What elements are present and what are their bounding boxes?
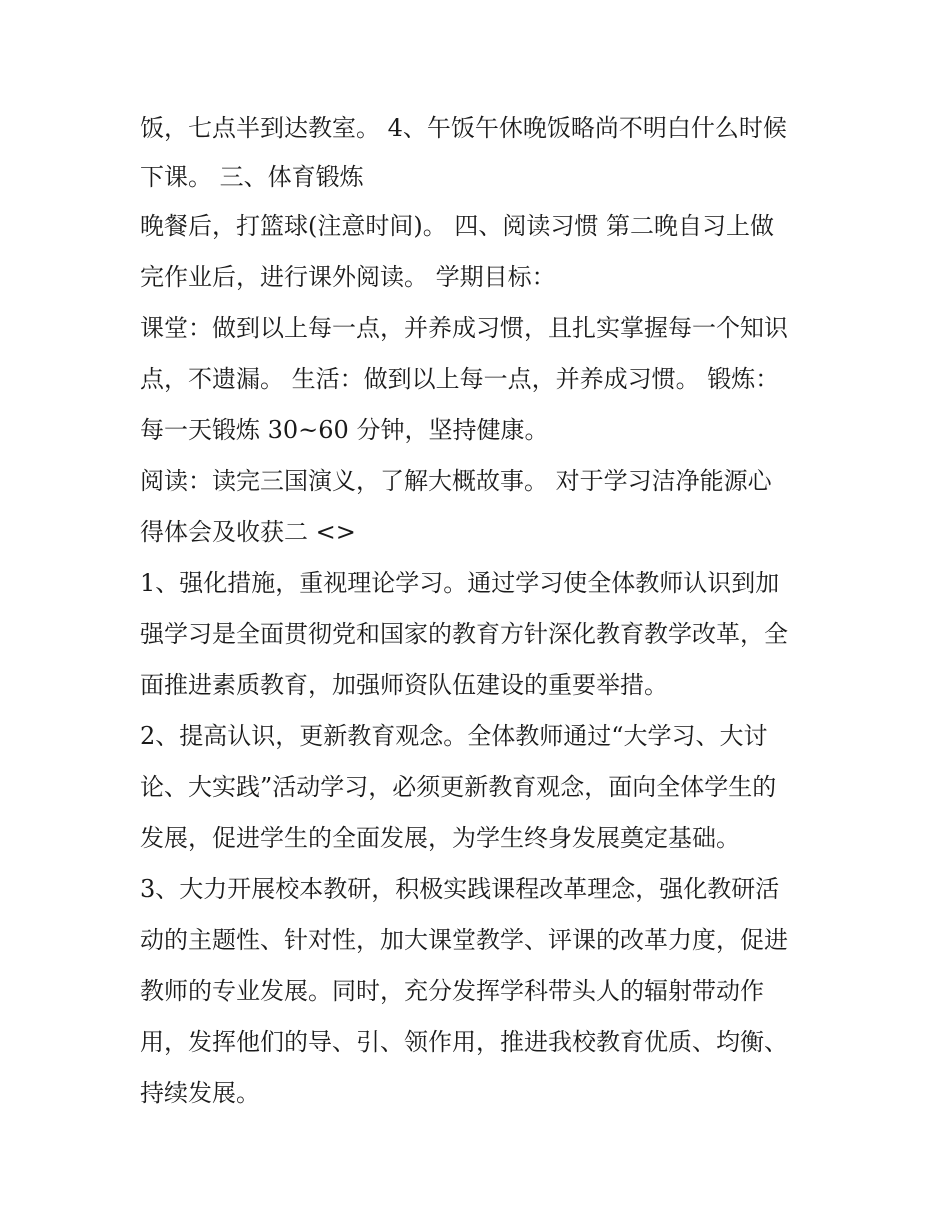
text-line: 强学习是全面贯彻党和国家的教育方针深化教育教学改革，全 xyxy=(140,620,788,648)
text-line: 下课。 三、体育锻炼 xyxy=(140,163,364,191)
document-body xyxy=(140,103,820,1119)
text-line: 完作业后，进行课外阅读。 学期目标： xyxy=(140,263,556,291)
text-line: 动的主题性、针对性，加大课堂教学、评课的改革力度，促进 xyxy=(140,926,788,954)
text-line: 晚餐后，打篮球(注意时间)。 四、阅读习惯 第二晚自习上做 xyxy=(140,212,774,240)
text-line: 1、强化措施，重视理论学习。通过学习使全体教师认识到加 xyxy=(140,569,780,597)
text-line: 教师的专业发展。同时，充分发挥学科带头人的辐射带动作 xyxy=(140,977,764,1005)
text-line: 发展，促进学生的全面发展，为学生终身发展奠定基础。 xyxy=(140,824,740,852)
text-line: 用，发挥他们的导、引、领作用，推进我校教育优质、均衡、 xyxy=(140,1028,788,1056)
text-line: 阅读：读完三国演义，了解大概故事。 对于学习洁净能源心 xyxy=(140,467,772,495)
text-line: 得体会及收获二 <> xyxy=(140,518,356,546)
text-line: 每一天锻炼 30~60 分钟，坚持健康。 xyxy=(140,416,549,444)
text-line: 2、提高认识，更新教育观念。全体教师通过“大学习、大讨 xyxy=(140,722,768,750)
text-line: 课堂：做到以上每一点，并养成习惯，且扎实掌握每一个知识 xyxy=(140,314,788,342)
text-line: 饭，七点半到达教室。 4、午饭午休晚饭略尚不明白什么时候 xyxy=(140,114,787,142)
text-line: 3、大力开展校本教研，积极实践课程改革理念，强化教研活 xyxy=(140,875,780,903)
text-line: 论、大实践”活动学习，必须更新教育观念，面向全体学生的 xyxy=(140,773,777,801)
text-line: 持续发展。 xyxy=(140,1079,260,1107)
text-line: 面推进素质教育，加强师资队伍建设的重要举措。 xyxy=(140,671,668,699)
text-line: 点，不遗漏。 生活：做到以上每一点，并养成习惯。 锻炼： xyxy=(140,365,780,393)
